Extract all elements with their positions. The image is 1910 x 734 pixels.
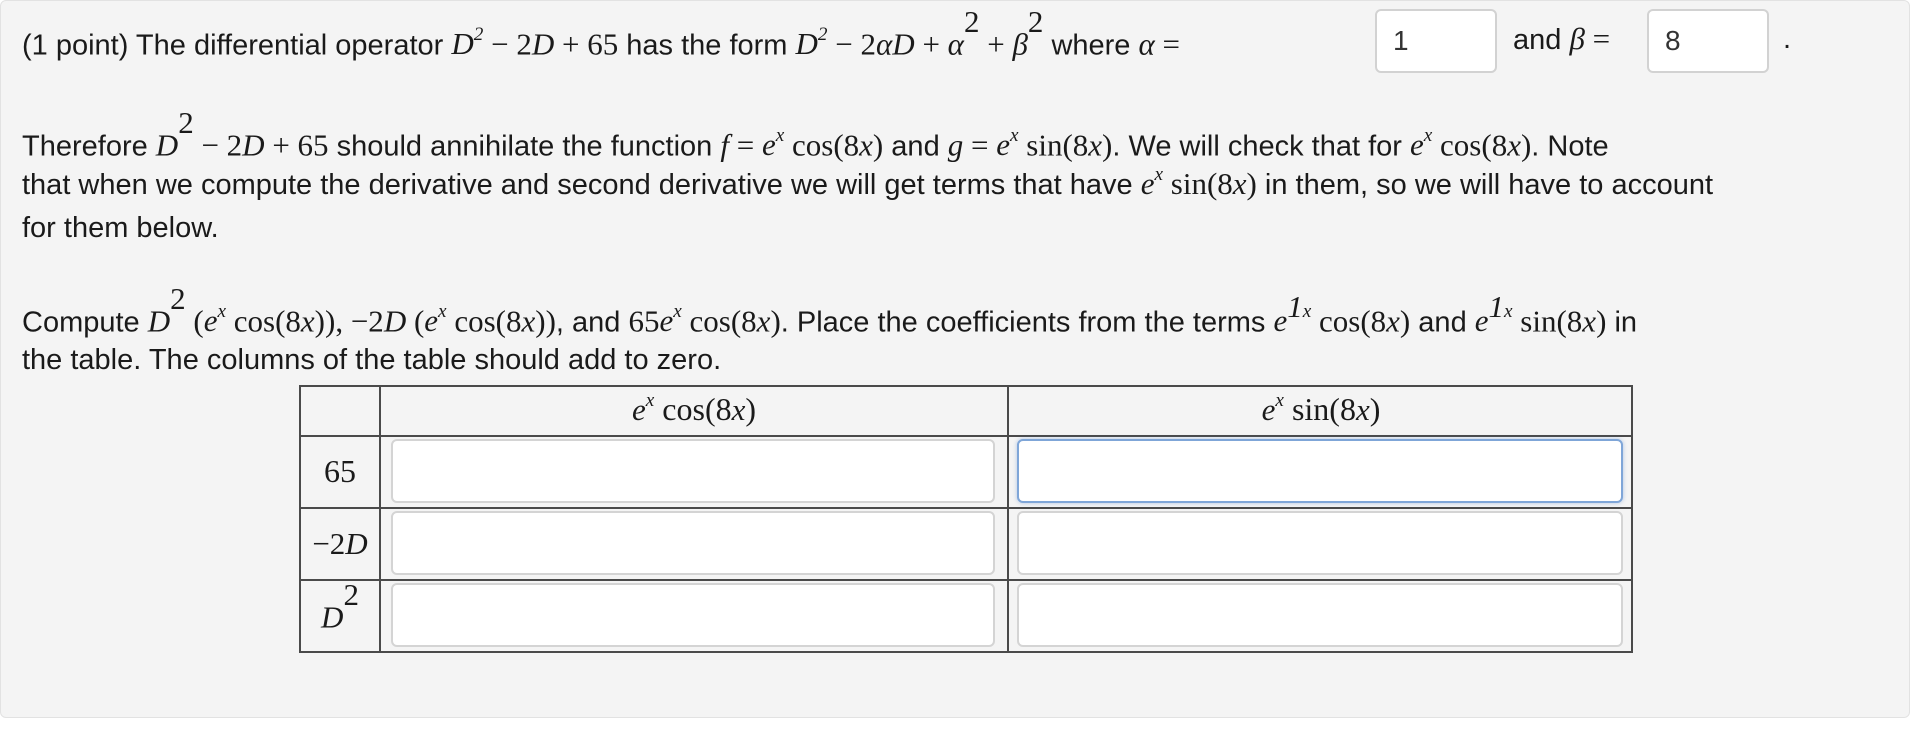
beta-input[interactable]: [1647, 9, 1769, 73]
row-label-d-squared: $D^2$: [321, 577, 359, 635]
column-header-sin: $e^x$ sin(8x): [1261, 390, 1381, 427]
operator-expression: $D^2$: [451, 24, 484, 62]
alpha-input[interactable]: [1375, 9, 1497, 73]
cell-65-sin-input[interactable]: [1017, 439, 1623, 503]
coefficient-table: [299, 385, 1633, 653]
paragraph-2-line-1: Therefore $D^2 - 2D + 65$ should annihilate the function $f = e^x$ cos(8x) and $g = e^x$ sin(8x). We will check that for $e^x$ cos(8x). Note: [22, 105, 1609, 163]
points-label: (1 point) The differential operator: [22, 29, 452, 62]
operator-form: $D^2$: [795, 24, 828, 62]
cell-65-cos-input[interactable]: [391, 439, 995, 503]
paragraph-3-line-1: Compute $D^2$ ($e^x$ cos(8x)), −2D ($e^x$ cos(8x)), and $65e^x$ cos(8x). Place the coefficients from the terms $e^{1x}$ cos(8x) and $e^{1x}$ sin(8x) in: [22, 281, 1638, 339]
paragraph-2-line-2: that when we compute the derivative and second derivative we will get terms that have $e^x$ sin(8x) in them, so we will have to account: [22, 164, 1714, 201]
and-beta-label: and β =: [1513, 21, 1611, 56]
paragraph-3-line-2: the table. The columns of the table should add to zero.: [22, 344, 722, 376]
column-header-cos: $e^x$ cos(8x): [631, 390, 757, 427]
row-label-minus-2d: −2D: [312, 526, 368, 561]
cell-d-squared-cos-input[interactable]: [391, 583, 995, 647]
cell-minus-2d-sin-input[interactable]: [1017, 511, 1623, 575]
row-label-65: 65: [324, 453, 356, 489]
problem-statement-line-1: (1 point) The differential operator $D^2 - 2D + 65$ has the form $D^2 - 2\alpha D + \alpha^2 + \beta^2$ where α =: [22, 4, 1181, 62]
cell-d-squared-sin-input[interactable]: [1017, 583, 1623, 647]
period: .: [1783, 23, 1792, 55]
paragraph-2-line-3: for them below.: [22, 212, 219, 244]
cell-minus-2d-cos-input[interactable]: [391, 511, 995, 575]
